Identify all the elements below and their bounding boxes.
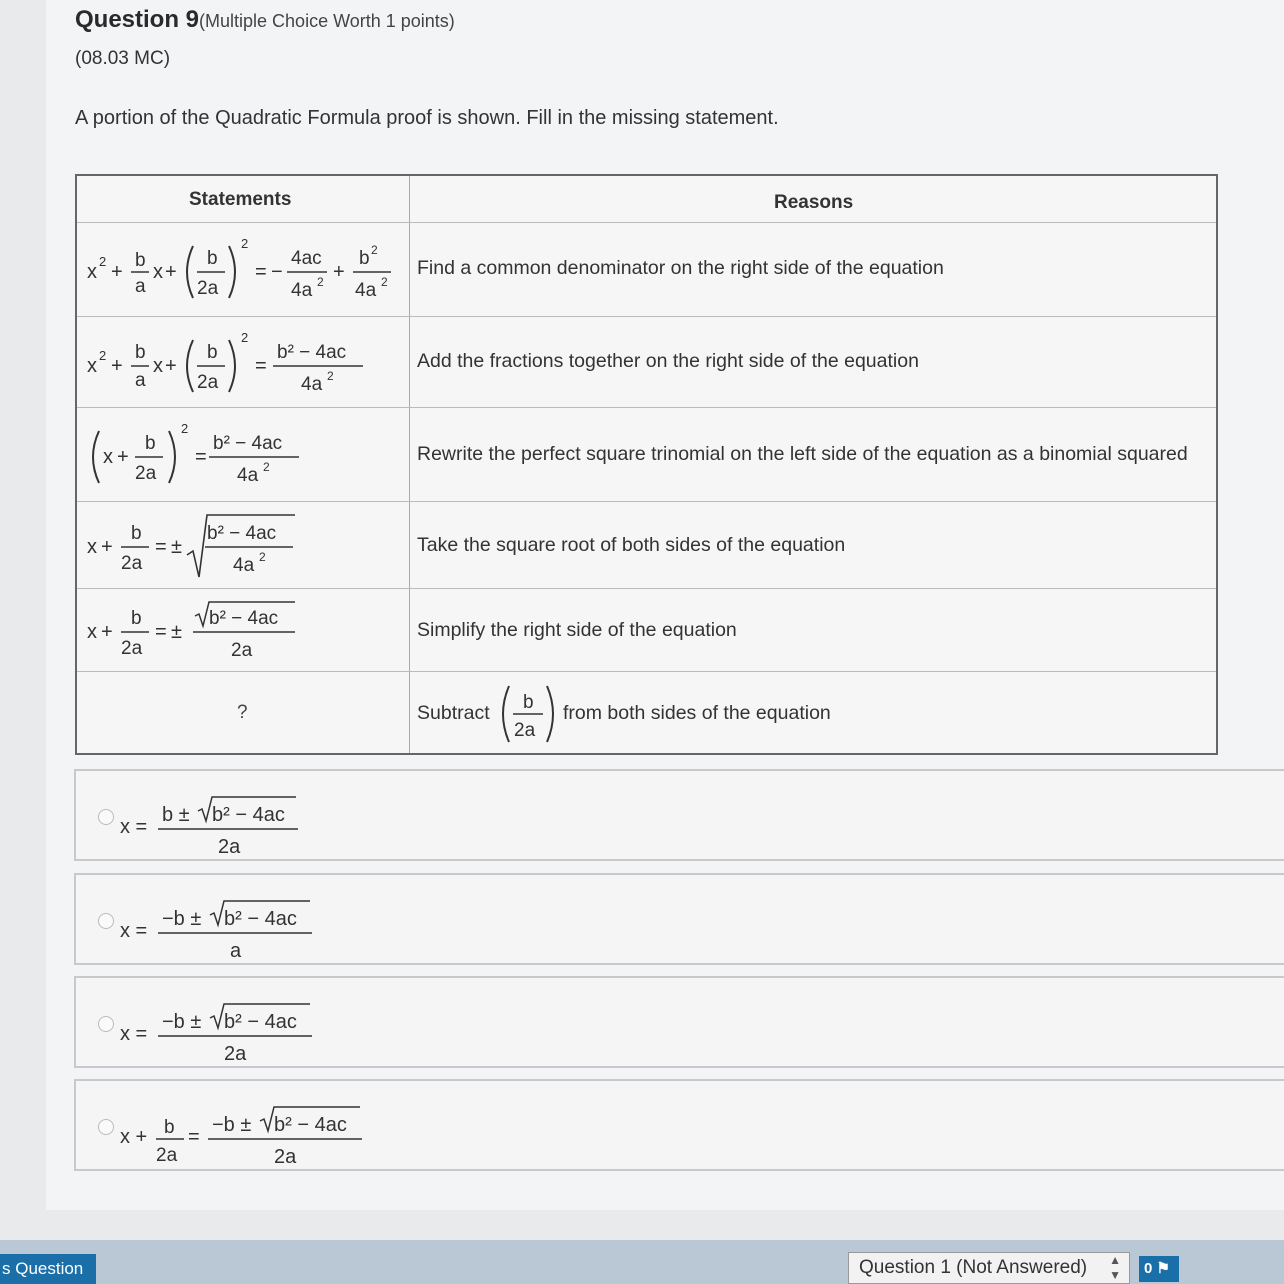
reason-3: Rewrite the perfect square trinomial on the left side of the equation as a binomial squared [417, 443, 1188, 465]
svg-text:+: + [117, 446, 129, 468]
statement-3 [83, 411, 405, 499]
svg-text:+: + [333, 261, 345, 283]
svg-text:2: 2 [381, 275, 388, 289]
statement-1-math [83, 226, 405, 314]
svg-text:a: a [230, 940, 242, 962]
svg-text:x: x [153, 261, 163, 283]
svg-text:4a: 4a [237, 465, 259, 486]
flag-icon: ⚑ [1156, 1260, 1170, 1277]
svg-text:2: 2 [327, 369, 334, 383]
svg-text:2a: 2a [156, 1145, 178, 1166]
svg-text:x =: x = [120, 920, 148, 942]
svg-text:=: = [255, 261, 267, 283]
svg-text:b² − 4ac: b² − 4ac [207, 523, 277, 544]
svg-text:x =: x = [120, 816, 148, 838]
radio-button[interactable] [98, 809, 114, 825]
radio-button[interactable] [98, 1119, 114, 1135]
svg-text:a: a [135, 370, 146, 391]
svg-text:x: x [87, 621, 97, 643]
reason-6-after: from both sides of the equation [563, 702, 831, 724]
svg-text:2: 2 [181, 421, 189, 436]
svg-text:2a: 2a [514, 720, 536, 741]
svg-text:2a: 2a [231, 640, 253, 661]
statement-4-math [83, 505, 405, 593]
previous-question-button[interactable]: s Question [0, 1254, 96, 1284]
svg-text:x +: x + [120, 1126, 148, 1148]
svg-text:a: a [135, 276, 146, 297]
svg-text:b² − 4ac: b² − 4ac [209, 608, 279, 629]
svg-text:b: b [131, 523, 142, 544]
svg-text:4a: 4a [233, 555, 255, 576]
svg-text:4a: 4a [301, 374, 323, 395]
svg-text:b: b [207, 248, 218, 269]
choice-d-math [120, 1089, 450, 1169]
svg-text:2: 2 [317, 275, 324, 289]
svg-text:+: + [165, 261, 177, 283]
answer-choice-d[interactable] [74, 1079, 1284, 1171]
svg-text:x: x [87, 261, 97, 283]
flag-counter[interactable] [1139, 1256, 1179, 1282]
question-prompt: A portion of the Quadratic Formula proof is shown. Fill in the missing statement. [75, 107, 779, 129]
svg-text:x: x [87, 355, 97, 377]
svg-text:±: ± [171, 621, 182, 643]
svg-text:2: 2 [263, 460, 270, 474]
svg-text:2a: 2a [135, 463, 157, 484]
reason-6 [417, 676, 1017, 752]
svg-text:2: 2 [241, 236, 249, 251]
svg-text:2a: 2a [197, 372, 219, 393]
svg-text:2a: 2a [121, 553, 143, 574]
svg-text:b: b [135, 250, 146, 271]
reason-2: Add the fractions together on the right side of the equation [417, 350, 919, 372]
svg-text:=: = [195, 446, 207, 468]
svg-text:b² − 4ac: b² − 4ac [274, 1114, 347, 1136]
svg-text:±: ± [171, 536, 182, 558]
svg-text:x =: x = [120, 1023, 148, 1045]
statement-5 [83, 590, 405, 678]
svg-text:2a: 2a [121, 638, 143, 659]
radio-button[interactable] [98, 913, 114, 929]
svg-text:b² − 4ac: b² − 4ac [224, 908, 297, 930]
svg-text:+: + [111, 261, 123, 283]
svg-text:2a: 2a [197, 278, 219, 299]
choice-c-math [120, 986, 420, 1066]
missing-statement: ? [237, 702, 248, 723]
answer-choice-b[interactable] [74, 873, 1284, 965]
row-divider [77, 222, 1216, 223]
svg-text:b: b [207, 342, 218, 363]
question-number: Question 9 [75, 6, 200, 33]
svg-text:−b ±: −b ± [162, 1011, 202, 1033]
svg-text:b² − 4ac: b² − 4ac [277, 342, 347, 363]
svg-text:2: 2 [371, 243, 378, 257]
svg-text:b² − 4ac: b² − 4ac [213, 433, 283, 454]
question-worth: (Multiple Choice Worth 1 points) [199, 11, 455, 31]
svg-text:4a: 4a [355, 280, 377, 301]
reason-5: Simplify the right side of the equation [417, 619, 737, 641]
svg-text:+: + [101, 536, 113, 558]
svg-text:4ac: 4ac [291, 248, 322, 269]
reason-1: Find a common denominator on the right side of the equation [417, 257, 944, 279]
flag-count-value: 0 [1144, 1260, 1153, 1277]
svg-text:4a: 4a [291, 280, 313, 301]
svg-text:x: x [153, 355, 163, 377]
svg-text:2a: 2a [274, 1146, 297, 1168]
statement-5-math [83, 590, 405, 670]
statement-2-math [83, 320, 405, 408]
svg-text:b: b [359, 248, 370, 269]
row-divider [77, 316, 1216, 317]
svg-text:−b ±: −b ± [162, 908, 202, 930]
svg-text:b: b [523, 692, 534, 713]
statement-2 [83, 320, 405, 408]
svg-text:2: 2 [99, 254, 107, 269]
svg-text:b: b [135, 342, 146, 363]
svg-text:b: b [131, 608, 142, 629]
svg-text:+: + [101, 621, 113, 643]
statement-4 [83, 505, 405, 593]
svg-text:2a: 2a [224, 1043, 247, 1065]
svg-text:x: x [103, 446, 113, 468]
svg-text:b: b [164, 1117, 175, 1138]
svg-text:2: 2 [99, 348, 107, 363]
svg-text:b² − 4ac: b² − 4ac [224, 1011, 297, 1033]
svg-text:b² − 4ac: b² − 4ac [212, 804, 285, 826]
statement-1 [83, 226, 405, 314]
radio-button[interactable] [98, 1016, 114, 1032]
statement-3-math [83, 411, 405, 499]
reasons-header: Reasons [774, 192, 854, 213]
reason-6-fraction [499, 680, 563, 750]
svg-text:+: + [111, 355, 123, 377]
svg-text:b: b [145, 433, 156, 454]
reason-4: Take the square root of both sides of the equation [417, 534, 846, 556]
question-selector-value: Question 1 (Not Answered) [859, 1257, 1088, 1278]
question-code: (08.03 MC) [75, 48, 171, 69]
svg-text:=: = [255, 355, 267, 377]
question-title [75, 6, 455, 34]
answer-choice-c[interactable] [74, 976, 1284, 1068]
choice-b-math [120, 883, 420, 963]
svg-text:2: 2 [241, 330, 249, 345]
svg-text:=: = [188, 1126, 200, 1148]
reason-6-before: Subtract [417, 702, 490, 724]
footer-bar [0, 1240, 1284, 1284]
svg-text:−b ±: −b ± [212, 1114, 252, 1136]
svg-text:=: = [155, 621, 167, 643]
row-divider [77, 501, 1216, 502]
column-divider [409, 176, 410, 753]
svg-text:x: x [87, 536, 97, 558]
svg-text:b ±: b ± [162, 804, 190, 826]
proof-table [75, 174, 1218, 755]
question-selector[interactable] [848, 1252, 1130, 1284]
updown-arrows-icon: ▲ ▼ [1109, 1253, 1121, 1282]
svg-text:2: 2 [259, 550, 266, 564]
svg-text:2a: 2a [218, 836, 241, 858]
answer-choice-a[interactable] [74, 769, 1284, 861]
svg-text:=: = [155, 536, 167, 558]
svg-text:−: − [271, 261, 283, 283]
choice-a-math [120, 779, 420, 859]
statements-header: Statements [189, 189, 292, 210]
svg-text:+: + [165, 355, 177, 377]
